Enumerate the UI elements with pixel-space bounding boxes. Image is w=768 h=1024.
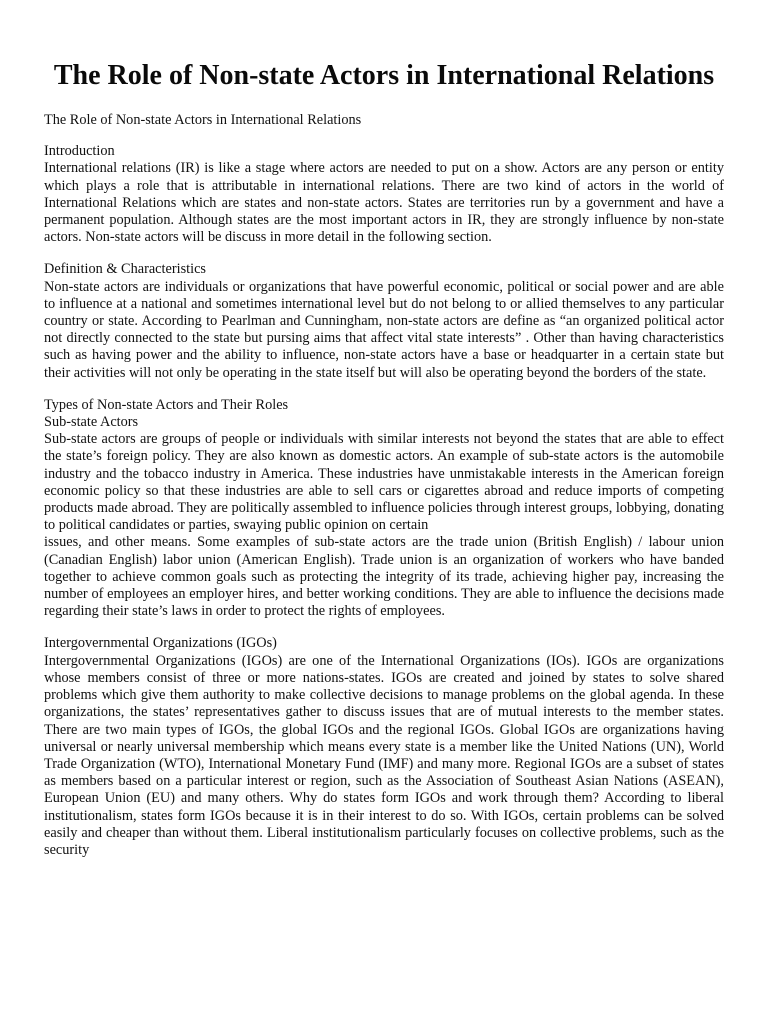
sub-state-paragraph-1: Sub-state actors are groups of people or individuals with similar interests not beyond the states that are able to effect the state’s foreign policy. They are also known as domestic actors. An example of sub-state actors is the automobile industry and the tobacco industry in America. These industries have unmistakable interests in the American foreign economic policy so that these industries are able to sell cars or cigarettes abroad and reduce imports of competing products made abroad. They are politically assembled to influence policies through interest groups, lobbying, donating to political candidates or parties, swaying public opinion on certain	[44, 431, 724, 534]
document-subtitle: The Role of Non-state Actors in International Relations	[44, 112, 362, 128]
document-page	[44, 60, 724, 859]
section-heading-igos: Intergovernmental Organizations (IGOs)	[44, 635, 277, 652]
subsection-heading-sub-state-actors: Sub-state Actors	[44, 414, 139, 431]
document-title: The Role of Non-state Actors in International Relations	[53, 60, 715, 91]
introduction-paragraph: International relations (IR) is like a stage where actors are needed to put on a show. Actors are any person or entity which plays a role that is attributable in international relations. There are two kind of actors in the world of International Relations which are states and non-state actors. States are territories run by a government and have a permanent population. Although states are the most important actors in IR, they are strongly influence by non-state actors. Non-state actors will be discuss in more detail in the following section.	[44, 160, 724, 246]
section-heading-definition: Definition & Characteristics	[44, 261, 206, 278]
section-heading-types: Types of Non-state Actors and Their Roles	[44, 396, 289, 413]
sub-state-paragraph-2: issues, and other means. Some examples of sub-state actors are the trade union (British English) / labour union (Canadian English) labor union (American English). Trade union is an organization of workers who have banded together to achieve common goals such as protecting the integrity of its trade, achieving higher pay, increasing the number of employees an employer hires, and better working conditions. They are able to influence the decisions made regarding their state’s laws in order to protect the rights of employees.	[44, 534, 724, 620]
section-heading-introduction: Introduction	[44, 143, 115, 160]
definition-paragraph: Non-state actors are individuals or organizations that have powerful economic, political or social power and are able to influence at a national and sometimes international level but do not belong to or allied themselves to any particular country or state. According to Pearlman and Cunningham, non-state actors are define as “an organized political actor not directly connected to the state but pursing aims that affect vital state interests” . Other than having characteristics such as having power and the ability to influence, non-state actors have a base or headquarter in a certain state but their activities will not only be operating in the state itself but will also be operating beyond the borders of the state.	[44, 278, 724, 381]
igos-paragraph: Intergovernmental Organizations (IGOs) are one of the International Organizations (IOs). IGOs are organizations whose members consist of three or more nations-states. IGOs are created and joined by states to solve shared problems which give them authority to make collective decisions to manage problems on the global agenda. In these organizations, the states’ representatives gather to discuss issues that are of mutual interests to the member states. There are two main types of IGOs, the global IGOs and the regional IGOs. Global IGOs are organizations having universal or nearly universal membership which means every state is a member like the United Nations (UN), World Trade Organization (WTO), International Monetary Fund (IMF) and many more. Regional IGOs are a subset of states as members based on a particular interest or region, such as the Association of Southeast Asian Nations (ASEAN), European Union (EU) and many others. Why do states form IGOs and work through them? According to liberal institutionalism, states form IGOs because it is in their interest to do so. With IGOs, certain problems can be solved easily and cheaper than without them. Liberal institutionalism particularly focuses on collective problems, such as the security	[44, 652, 724, 858]
